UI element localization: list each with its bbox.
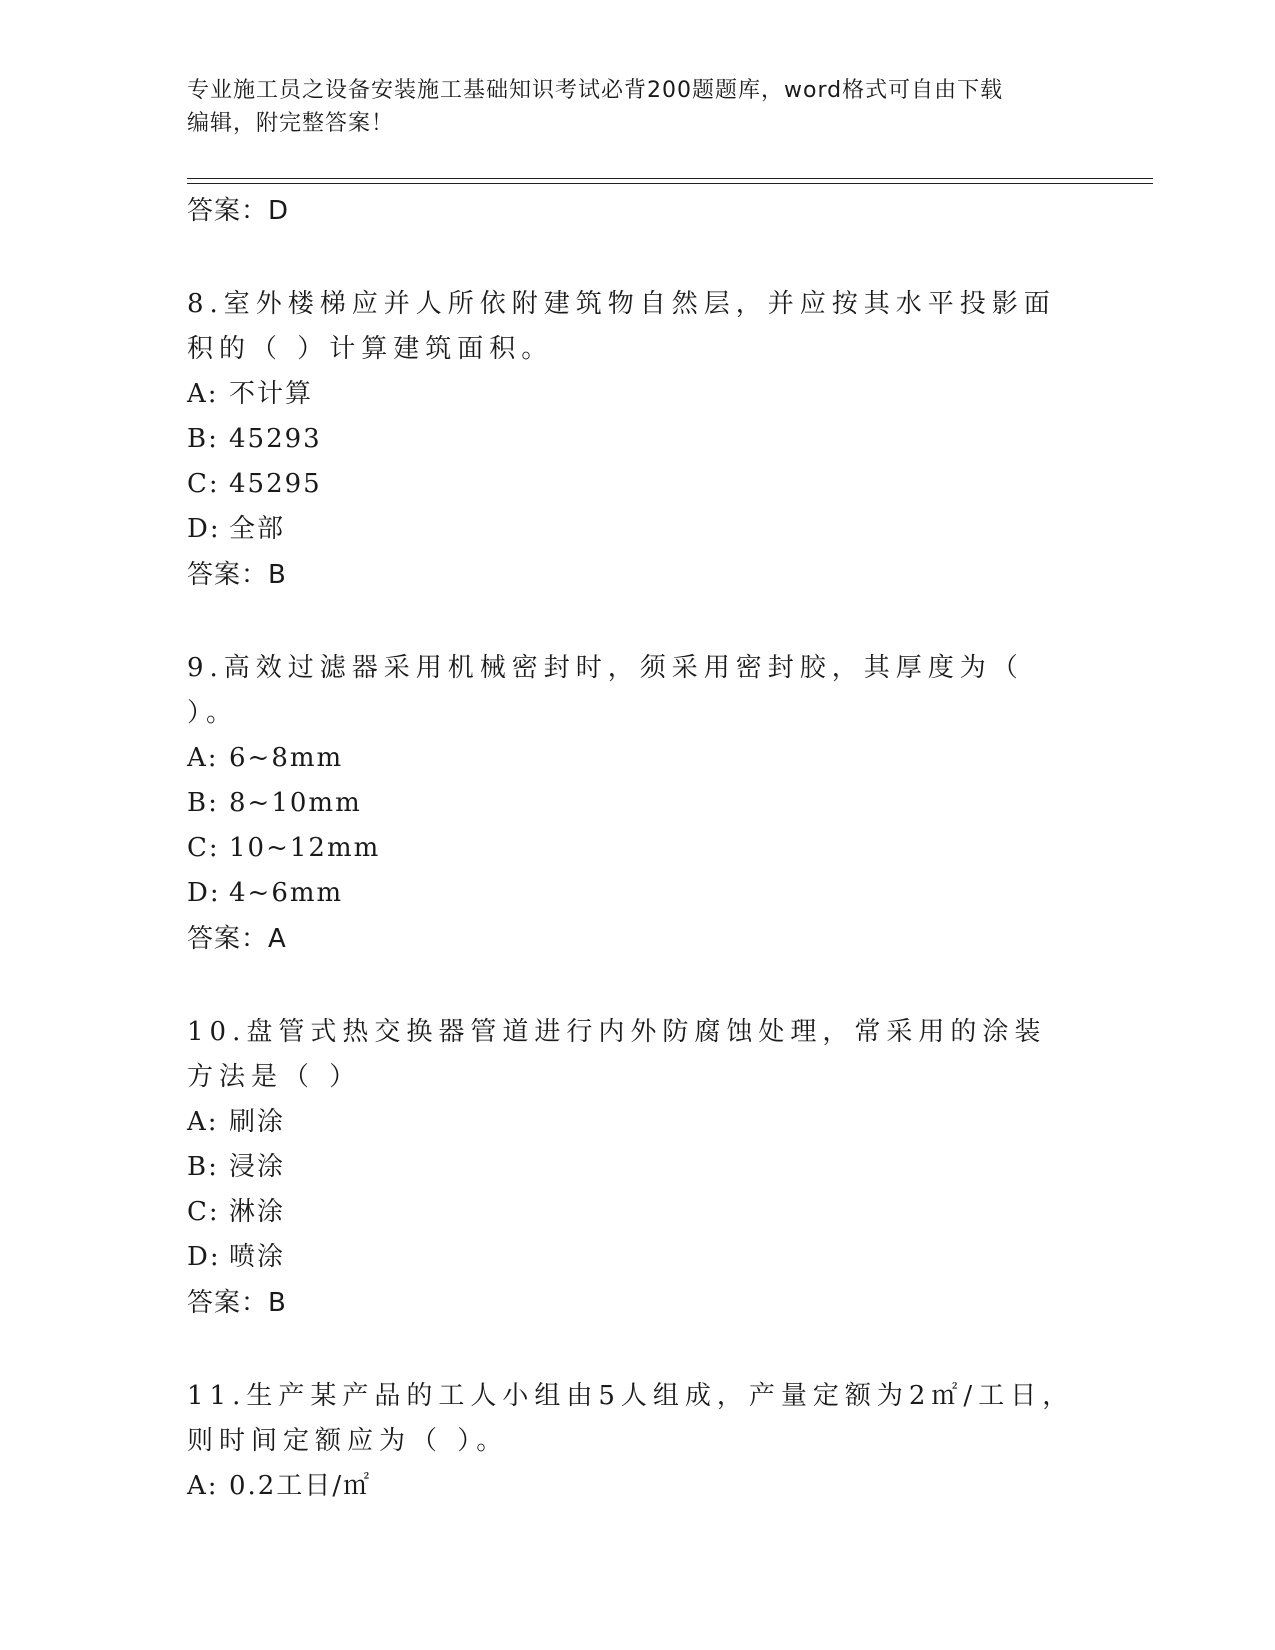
option-label: A: (187, 379, 219, 409)
option-d (187, 507, 1087, 552)
question-item (187, 646, 1087, 962)
option-b (187, 1145, 1087, 1190)
question-stem: 8.室外楼梯应并人所依附建筑物自然层，并应按其水平投影面积的（ ）计算建筑面积。 (187, 289, 1056, 364)
option-label: D: (187, 514, 221, 544)
option-text: 淋涂 (229, 1197, 286, 1227)
answer-line: 答案：D (187, 196, 290, 226)
option-label: A: (187, 1107, 219, 1137)
option-text: 全部 (229, 514, 286, 544)
option-a (187, 1100, 1087, 1145)
option-c (187, 462, 1087, 507)
question-item (187, 1010, 1087, 1326)
document-header (187, 74, 1087, 140)
option-text: 45295 (229, 469, 322, 499)
option-text: 10~12mm (229, 833, 381, 863)
option-a (187, 1464, 1087, 1509)
option-label: A: (187, 743, 219, 773)
question-item (187, 282, 1087, 598)
question-stem: 10.盘管式热交换器管道进行内外防腐蚀处理，常采用的涂装方法是（ ） (187, 1017, 1047, 1092)
option-d (187, 1235, 1087, 1280)
option-label: C: (187, 833, 220, 863)
option-text: 0.2工日/㎡ (229, 1471, 372, 1501)
option-label: C: (187, 1197, 220, 1227)
answer-line: 答案：A (187, 924, 287, 954)
answer-line: 答案：B (187, 1288, 287, 1318)
option-b (187, 781, 1087, 826)
option-c (187, 826, 1087, 871)
option-text: 6~8mm (229, 743, 344, 773)
option-b (187, 417, 1087, 462)
option-label: D: (187, 1242, 221, 1272)
option-d (187, 871, 1087, 916)
question-item (187, 1374, 1087, 1509)
header-divider-top (187, 178, 1153, 179)
option-c (187, 1190, 1087, 1235)
question-list (187, 188, 1087, 1509)
header-divider-bottom (187, 183, 1153, 184)
option-text: 浸涂 (229, 1152, 286, 1182)
option-label: B: (187, 424, 219, 454)
option-text: 45293 (229, 424, 322, 454)
option-label: C: (187, 469, 220, 499)
header-line-2: 编辑，附完整答案！ (187, 111, 395, 136)
option-text: 8~10mm (229, 788, 362, 818)
option-label: A: (187, 1471, 219, 1501)
option-label: B: (187, 1152, 219, 1182)
header-line-1: 专业施工员之设备安装施工基础知识考试必背200题题库，word格式可自由下载 (187, 78, 1004, 103)
option-text: 喷涂 (229, 1242, 286, 1272)
option-text: 4~6mm (229, 878, 344, 908)
question-stem: 9.高效过滤器采用机械密封时，须采用密封胶，其厚度为（ ）。 (187, 653, 1024, 728)
option-text: 不计算 (229, 379, 314, 409)
option-label: B: (187, 788, 219, 818)
question-stem: 11.生产某产品的工人小组由5人组成，产量定额为2㎡/工日，则时间定额应为（ ）。 (187, 1381, 1075, 1456)
option-text: 刷涂 (229, 1107, 286, 1137)
option-a (187, 372, 1087, 417)
option-a (187, 736, 1087, 781)
option-label: D: (187, 878, 221, 908)
answer-line: 答案：B (187, 560, 287, 590)
